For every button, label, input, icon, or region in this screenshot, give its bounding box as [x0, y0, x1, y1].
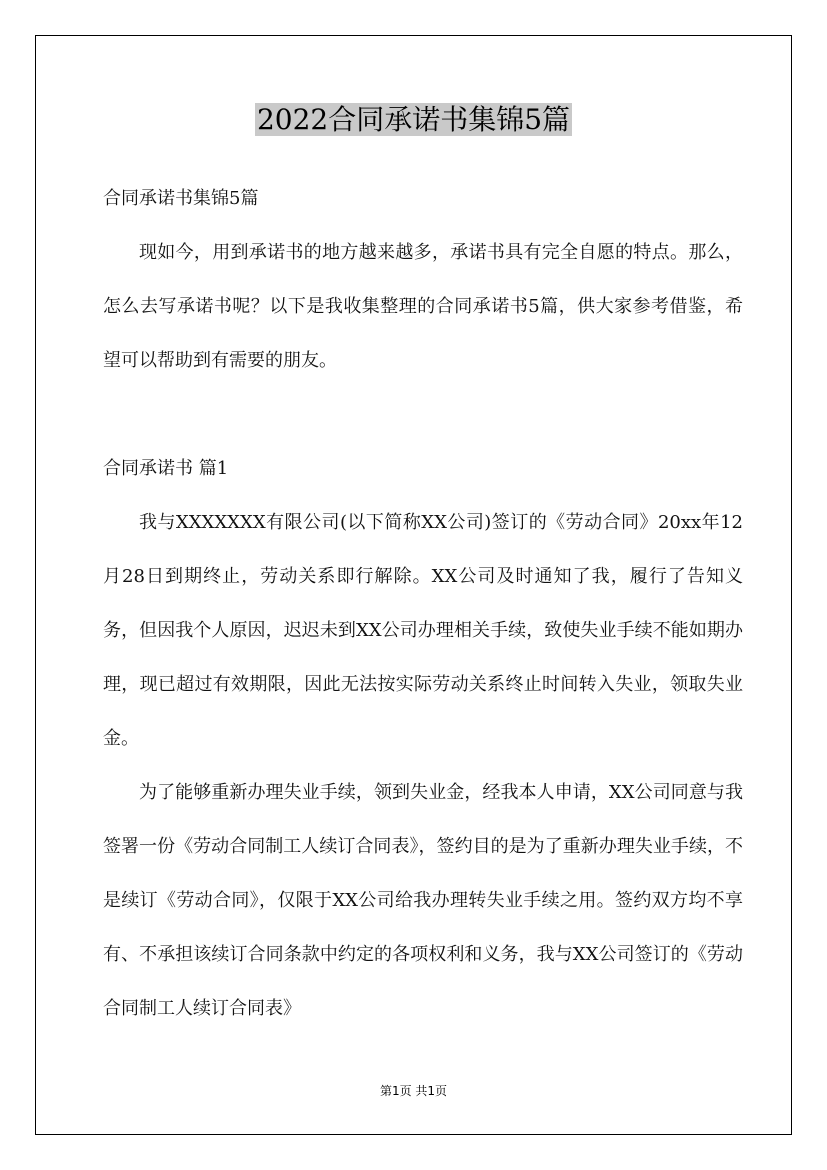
document-title-text: 2022合同承诺书集锦5篇 [256, 103, 571, 136]
paragraph-2: 为了能够重新办理失业手续，领到失业金，经我本人申请，XX公司同意与我签署一份《劳动合同制工人续订合同表》，签约目的是为了重新办理失业手续，不是续订《劳动合同》，仅限于XX公司给我办理转失业手续之用。签约双方均不享有、不承担该续订合同条款中约定的各项权利和义务，我与XX公司签订的《劳动合同制工人续订合同表》 [103, 782, 743, 1019]
paragraph-1: 我与XXXXXXX有限公司(以下简称XX公司)签订的《劳动合同》20xx年12月28日到期终止，劳动关系即行解除。XX公司及时通知了我，履行了告知义务，但因我个人原因，迟迟未到XX公司办理相关手续，致使失业手续不能如期办理，现已超过有效期限，因此无法按实际劳动关系终止时间转入失业，领取失业金。 [103, 512, 743, 749]
intro-paragraph: 现如今，用到承诺书的地方越来越多，承诺书具有完全自愿的特点。那么，怎么去写承诺书呢？以下是我收集整理的合同承诺书5篇，供大家参考借鉴，希望可以帮助到有需要的朋友。 [103, 242, 743, 371]
document-subtitle: 合同承诺书集锦5篇 [103, 188, 259, 209]
section-heading: 合同承诺书 篇1 [103, 458, 229, 479]
page-footer: 第1页 共1页 [379, 1084, 448, 1098]
document-title [0, 100, 827, 140]
